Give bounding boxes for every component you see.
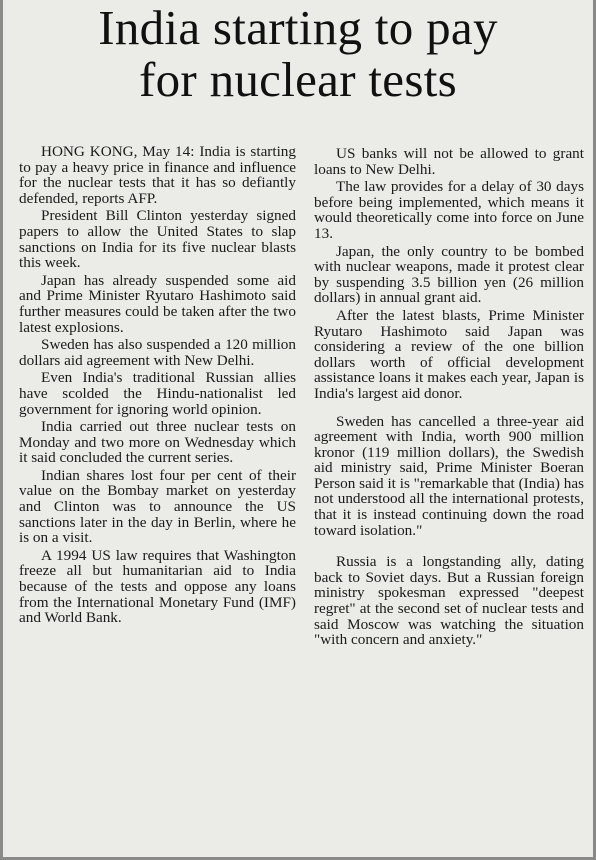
paragraph: Russia is a longstanding ally, dating back to Soviet days. But a Russian foreign ministry spokesman expressed "deepest regret" at the second set of nuclear tests and said Moscow was watching the situation "with concern and anxiety." (314, 553, 584, 649)
paragraph: HONG KONG, May 14: India is starting to pay a heavy price in finance and influence for the nuclear tests that it has so defiantly defended, reports AFP. (19, 143, 296, 207)
paragraph: After the latest blasts, Prime Minister Ryutaro Hashimoto said Japan was considering a review of the one billion dollars worth of official development assistance loans it makes each year, Japan is India's largest aid donor. (314, 306, 584, 402)
paragraph: Japan has already suspended some aid and Prime Minister Ryutaro Hashimoto said further measures could be taken after the two latest explosions. (19, 271, 296, 336)
paragraph: Sweden has cancelled a three-year aid agreement with India, worth 900 million kronor (119 million dollars), the Swedish aid ministry said, Prime Minister Boeran Person said it is "remarkable that (India) has not understood all the international protests, that it is instead continuing down the road toward isolation." (314, 412, 584, 539)
left-column (19, 144, 296, 628)
headline (0, 2, 596, 106)
paragraph: India carried out three nuclear tests on Monday and two more on Wednesday which it said concluded the current series. (19, 418, 296, 467)
paragraph: A 1994 US law requires that Washington freeze all but humanitarian aid to India because of the tests and oppose any loans from the International Monetary Fund (IMF) and World Bank. (19, 546, 296, 627)
paragraph: Indian shares lost four per cent of their value on the Bombay market on yesterday and Clinton was to announce the US sanctions later in the day in Berlin, where he is on a visit. (19, 466, 296, 547)
paragraph: The law provides for a delay of 30 days before being implemented, which means it would theoretically come into force on June 13. (314, 178, 584, 242)
headline-line-1: India starting to pay (98, 0, 498, 55)
headline-line-2: for nuclear tests (138, 52, 458, 107)
right-column (314, 146, 584, 650)
paragraph: Sweden has also suspended a 120 million dollars aid agreement with New Delhi. (19, 336, 296, 369)
paragraph: US banks will not be allowed to grant loans to New Delhi. (314, 145, 584, 178)
paragraph: President Bill Clinton yesterday signed papers to allow the United States to slap sanctions on India for its five nuclear blasts this week. (19, 207, 296, 272)
paragraph: Japan, the only country to be bombed with nuclear weapons, made it protest clear by suspending 3.5 billion yen (26 million dollars) in annual grant aid. (314, 242, 584, 307)
paragraph: Even India's traditional Russian allies have scolded the Hindu-nationalist led government for ignoring world opinion. (19, 369, 296, 418)
left-border (0, 0, 3, 860)
